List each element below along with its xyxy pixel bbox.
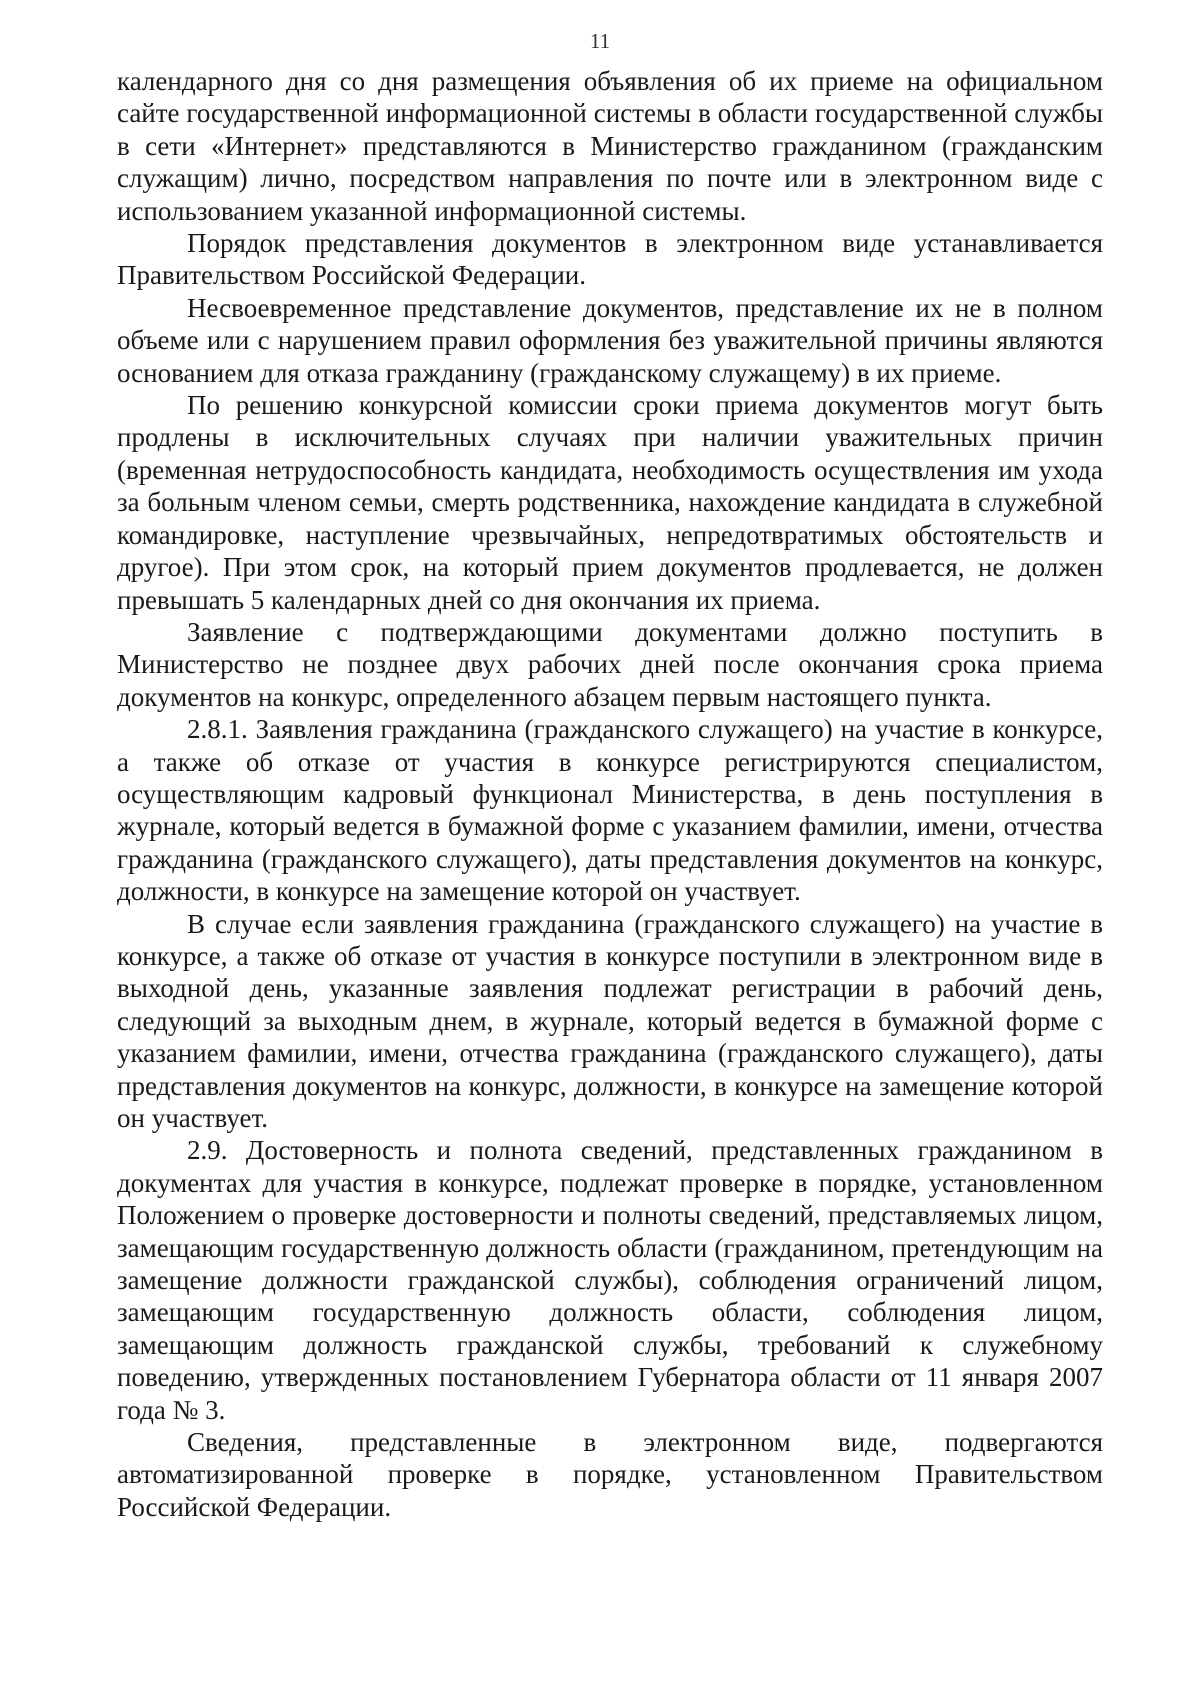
paragraph-electronic-procedure: Порядок представления документов в электронном виде устанавливается Правительством Российской Федерации. [117,228,1103,291]
paragraph-section-2-9: 2.9. Достоверность и полнота сведений, представленных гражданином в документах для участия в конкурсе, подлежат проверке в порядке, установленном Положением о проверке достоверности и полноты сведений, представляемых лицом, замещающим государственную должность области (гражданином, претендующим на замещение должности гражданской службы), соблюдения ограничений лицом, замещающим государственную должность области, соблюдения лицом, замещающим должность гражданской службы, требований к служебному поведению, утвержденных постановлением Губернатора области от 11 января 2007 года № 3. [117,1135,1103,1425]
paragraph-late-submission: Несвоевременное представление документов, представление их не в полном объеме или с нарушением правил оформления без уважительной причины являются основанием для отказа гражданину (гражданскому служащему) в их приеме. [117,292,1103,388]
paragraph-application-delivery: Заявление с подтверждающими документами должно поступить в Министерство не позднее двух рабочих дней после окончания срока приема документов на конкурс, определенного абзацем первым настоящего пункта. [117,616,1103,712]
page-number: 11 [589,29,611,53]
paragraph-continuation: календарного дня со дня размещения объявления об их приеме на официальном сайте государственной информационной системы в области государственной службы в сети «Интернет» представляются в Министерство гражданином (гражданским служащим) лично, посредством направления по почте или в электронном виде с использованием указанной информационной системы. [117,66,1103,226]
paragraph-section-2-8-1: 2.8.1. Заявления гражданина (гражданского служащего) на участие в конкурсе, а также об отказе от участия в конкурсе регистрируются специалистом, осуществляющим кадровый функционал Министерства, в день поступления в журнале, который ведется в бумажной форме с указанием фамилии, имени, отчества гражданина (гражданского служащего), даты представления документов на конкурс, должности, в конкурсе на замещение которой он участвует. [117,714,1103,907]
paragraph-weekend-registration: В случае если заявления гражданина (гражданского служащего) на участие в конкурсе, а также об отказе от участия в конкурсе поступили в электронном виде в выходной день, указанные заявления подлежат регистрации в рабочий день, следующий за выходным днем, в журнале, который ведется в бумажной форме с указанием фамилии, имени, отчества гражданина (гражданского служащего), даты представления документов на конкурс, должности, в конкурсе на замещение которой он участвует. [117,908,1103,1133]
document-body [117,65,1103,1523]
paragraph-automated-check: Сведения, представленные в электронном виде, подвергаются автоматизированной проверке в порядке, установленном Правительством Российской Федерации. [117,1427,1103,1522]
paragraph-deadline-extension: По решению конкурсной комиссии сроки приема документов могут быть продлены в исключительных случаях при наличии уважительных причин (временная нетрудоспособность кандидата, необходимость осуществления им ухода за больным членом семьи, смерть родственника, нахождение кандидата в служебной командировке, наступление чрезвычайных, непредотвратимых обстоятельств и другое). При этом срок, на который прием документов продлевается, не должен превышать 5 календарных дней со дня окончания их приема. [117,390,1103,615]
